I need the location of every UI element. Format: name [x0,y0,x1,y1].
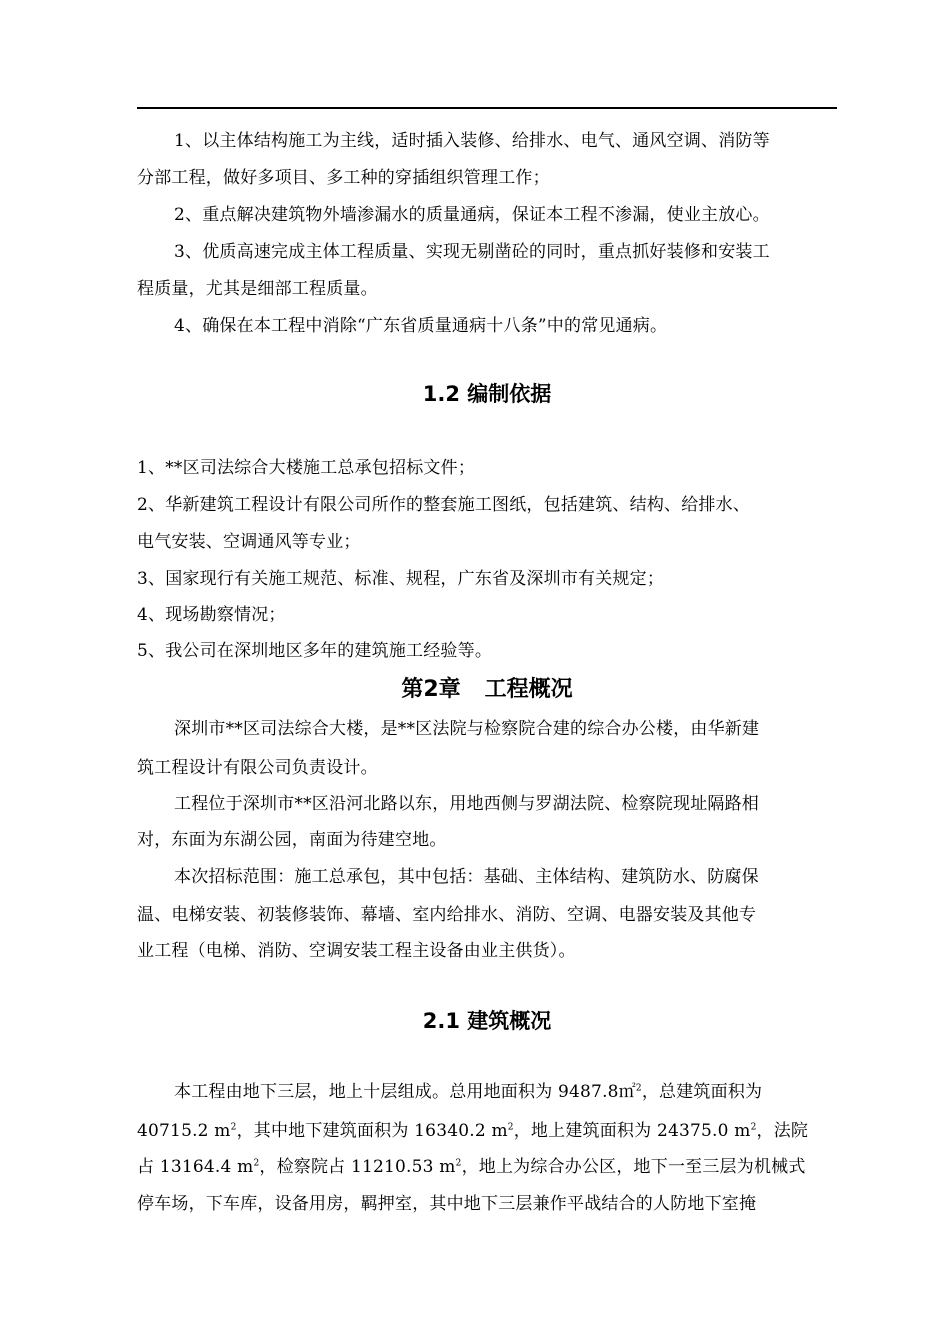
basis-item-4: 4、现场勘察情况； [137,605,286,625]
superscript: 2 [507,1122,514,1133]
overview-para-1: 深圳市**区司法综合大楼，是**区法院与检察院合建的综合办公楼，由华新建 [174,719,760,739]
overview-para-3: 本次招标范围：施工总承包，其中包括：基础、主体结构、建筑防水、防腐保 [174,867,759,887]
section-heading-1-2: 1.2 编制依据 [422,382,552,406]
text-run: 本工程由地下三层，地上十层组成。总用地面积为 9487.8㎡ [174,1082,636,1102]
text-run: ，其中地下建筑面积为 16340.2 m [236,1121,508,1141]
building-para-line-2 [137,1121,837,1141]
superscript: 2 [750,1122,757,1133]
overview-para-1-cont: 筑工程设计有限公司负责设计。 [137,758,378,778]
chapter-title: 工程概况 [484,677,573,702]
intro-item-3: 3、优质高速完成主体工程质量、实现无剔凿砼的同时，重点抓好装修和安装工 [174,242,770,262]
building-para-line-1 [174,1082,837,1102]
superscript: 2 [455,1158,462,1169]
text-run: ，地上建筑面积为 24375.0 m [513,1121,751,1141]
intro-item-2: 2、重点解决建筑物外墙渗漏水的质量通病，保证本工程不渗漏，使业主放心。 [174,205,770,225]
overview-para-2: 工程位于深圳市**区沿河北路以东，用地西侧与罗湖法院、检察院现址隔路相 [174,794,759,814]
intro-item-4: 4、确保在本工程中消除“广东省质量通病十八条”中的常见通病。 [174,316,668,336]
text-run: ，检察院占 11210.53 m [259,1157,456,1177]
chapter-number: 第2章 [401,677,461,702]
basis-item-1: 1、**区司法综合大楼施工总承包招标文件； [137,458,476,478]
basis-item-5: 5、我公司在深圳地区多年的建筑施工经验等。 [137,641,493,661]
basis-item-2-cont: 电气安装、空调通风等专业； [137,532,361,552]
text-run: ，总建筑面积为 [641,1082,763,1102]
section-heading-2-1: 2.1 建筑概况 [422,1009,552,1033]
text-run: ，法院 [756,1121,809,1141]
overview-para-3-cont-2: 业工程（电梯、消防、空调安装工程主设备由业主供货）。 [137,941,576,961]
intro-item-1: 1、以主体结构施工为主线，适时插入装修、给排水、电气、通风空调、消防等 [174,131,770,151]
superscript: 2 [635,1083,642,1094]
intro-item-3-cont: 程质量，尤其是细部工程质量。 [137,279,378,299]
building-para-line-3 [137,1157,837,1177]
chapter-heading-2 [137,677,837,703]
text-run: ，地上为综合办公区，地下一至三层为机械式 [461,1157,806,1177]
text-run: 40715.2 m [137,1121,231,1141]
header-rule [137,107,837,109]
overview-para-2-cont: 对，东面为东湖公园，南面为待建空地。 [137,830,447,850]
basis-item-3: 3、国家现行有关施工规范、标准、规程，广东省及深圳市有关规定； [137,569,665,589]
superscript: 2 [253,1158,260,1169]
text-run: 占 13164.4 m [137,1157,254,1177]
overview-para-3-cont-1: 温、电梯安装、初装修装饰、幕墙、室内给排水、消防、空调、电器安装及其他专 [137,905,757,925]
superscript: 2 [230,1122,237,1133]
basis-item-2: 2、华新建筑工程设计有限公司所作的整套施工图纸，包括建筑、结构、给排水、 [137,495,751,515]
building-para-line-4: 停车场，下车库，设备用房，羁押室，其中地下三层兼作平战结合的人防地下室掩 [137,1194,757,1214]
intro-item-1-cont: 分部工程，做好多项目、多工种的穿插组织管理工作； [137,168,550,188]
